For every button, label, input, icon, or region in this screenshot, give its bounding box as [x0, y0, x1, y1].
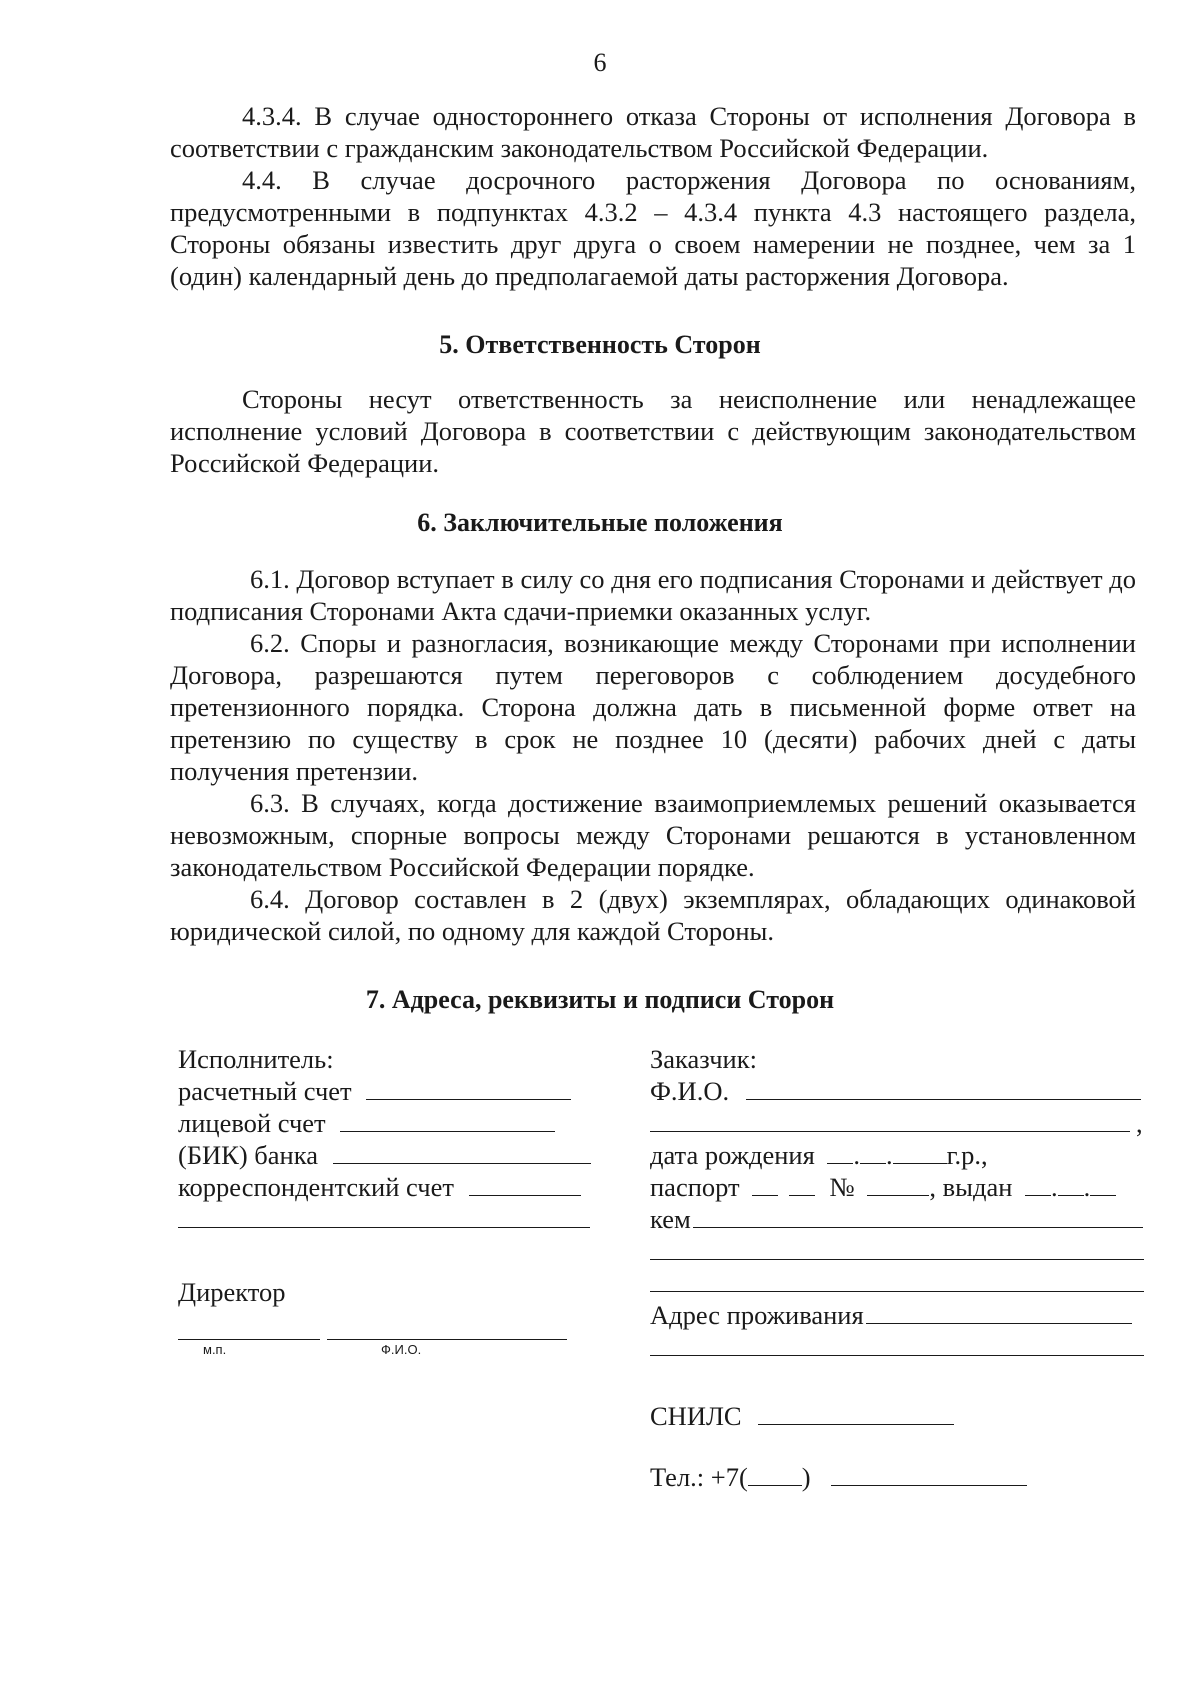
dob-year-field[interactable]	[893, 1139, 947, 1164]
clause-6-1: 6.1. Договор вступает в силу со дня его подписания Сторонами и действует до подписания Сторонами Акта сдачи-приемки оказанных услуг.	[170, 564, 1136, 626]
section-7-title: 7. Адреса, реквизиты и подписи Сторон	[365, 985, 835, 1014]
dob-month-field[interactable]	[860, 1139, 886, 1164]
address-row	[650, 1299, 1150, 1331]
dob-dot-1: .	[853, 1140, 861, 1170]
fio-row	[650, 1075, 1150, 1107]
issued-by-line-2[interactable]	[650, 1235, 1144, 1260]
stamp-signature-line[interactable]	[178, 1339, 320, 1340]
corr-account-row	[178, 1171, 598, 1203]
dob-suffix: г.р.,	[946, 1140, 988, 1170]
fio-continuation-field[interactable]	[650, 1107, 1130, 1132]
address-line-2[interactable]	[650, 1331, 1144, 1356]
fio-comma: ,	[1136, 1108, 1143, 1138]
issued-year-field[interactable]	[1090, 1171, 1116, 1196]
issued-by-line-2-row	[650, 1235, 1150, 1267]
settlement-account-field[interactable]	[366, 1075, 571, 1100]
passport-row	[650, 1171, 1150, 1203]
personal-account-row	[178, 1107, 598, 1139]
dob-dot-2: .	[886, 1140, 893, 1170]
name-label: Ф.И.О.	[381, 1342, 422, 1357]
issued-day-field[interactable]	[1025, 1171, 1051, 1196]
corr-account-label: корреспондентский счет	[178, 1172, 454, 1202]
issued-by-line-3-row	[650, 1267, 1150, 1299]
section-5-text: Стороны несут ответственность за неисполнение или ненадлежащее исполнение условий Договора в соответствии с действующим законодательством Российской Федерации.	[170, 384, 1136, 478]
executor-extra-field[interactable]	[178, 1203, 590, 1228]
dob-day-field[interactable]	[827, 1139, 853, 1164]
issued-month-field[interactable]	[1058, 1171, 1084, 1196]
address-line-2-row	[650, 1331, 1150, 1363]
phone-label: Тел.: +7(	[650, 1462, 748, 1492]
clause-4-4: 4.4. В случае досрочного расторжения Договора по основаниям, предусмотренными в подпунктах 4.3.2 – 4.3.4 пункта 4.3 настоящего раздела, Стороны обязаны известить друг друга о своем намерении не позднее, чем за 1 (один) календарный день до предполагаемой даты расторжения Договора.	[170, 165, 1136, 291]
bank-bik-label: (БИК) банка	[178, 1140, 318, 1170]
personal-account-label: лицевой счет	[178, 1108, 326, 1138]
passport-label: паспорт	[650, 1172, 740, 1202]
clause-6-3: 6.3. В случаях, когда достижение взаимоприемлемых решений оказывается невозможным, спорные вопросы между Сторонами решаются в установленном законодательством Российской Федерации порядке.	[170, 788, 1136, 882]
passport-series-1-field[interactable]	[752, 1171, 778, 1196]
issued-dot-2: .	[1083, 1172, 1091, 1202]
personal-account-field[interactable]	[340, 1107, 555, 1132]
issued-by-label: кем	[650, 1204, 691, 1234]
passport-no-label: №	[829, 1172, 855, 1202]
snils-field[interactable]	[758, 1400, 954, 1425]
clauses-4	[170, 100, 1136, 292]
snils-block	[650, 1400, 1150, 1432]
director-name-line[interactable]	[327, 1339, 567, 1340]
customer-heading: Заказчик:	[650, 1044, 757, 1074]
section-5-body	[170, 383, 1136, 479]
passport-series-2-field[interactable]	[789, 1171, 815, 1196]
clause-4-3-4: 4.3.4. В случае одностороннего отказа Стороны от исполнения Договора в соответствии с гражданским законодательством Российской Федерации.	[170, 101, 1136, 163]
section-5-title: 5. Ответственность Сторон	[439, 330, 761, 359]
phone-block	[650, 1461, 1150, 1493]
issued-by-field[interactable]	[693, 1203, 1143, 1228]
address-field[interactable]	[866, 1299, 1132, 1324]
fio-label: Ф.И.О.	[650, 1076, 730, 1106]
phone-row	[650, 1461, 1150, 1493]
corr-account-field[interactable]	[469, 1171, 581, 1196]
page-number: 6	[593, 48, 607, 77]
bank-bik-field[interactable]	[333, 1139, 591, 1164]
section-6-body	[170, 563, 1136, 947]
phone-code-field[interactable]	[748, 1461, 802, 1486]
issued-label: , выдан	[929, 1172, 1013, 1202]
address-label: Адрес проживания	[650, 1300, 864, 1330]
clause-6-4: 6.4. Договор составлен в 2 (двух) экземплярах, обладающих одинаковой юридической силой, по одному для каждой Стороны.	[170, 884, 1136, 946]
executor-extra-row	[178, 1203, 598, 1235]
snils-row	[650, 1400, 1150, 1432]
settlement-account-label: расчетный счет	[178, 1076, 352, 1106]
executor-heading: Исполнитель:	[178, 1044, 334, 1074]
customer-details	[650, 1043, 1150, 1363]
bank-bik-row	[178, 1139, 598, 1171]
snils-label: СНИЛС	[650, 1401, 742, 1431]
phone-number-field[interactable]	[831, 1461, 1027, 1486]
fio-field[interactable]	[746, 1075, 1141, 1100]
dob-label: дата рождения	[650, 1140, 815, 1170]
executor-details	[178, 1043, 598, 1235]
section-6-title: 6. Заключительные положения	[417, 508, 783, 537]
director-block	[178, 1276, 598, 1308]
stamp-label: м.п.	[203, 1342, 227, 1357]
passport-number-field[interactable]	[867, 1171, 929, 1196]
settlement-account-row	[178, 1075, 598, 1107]
issued-by-row	[650, 1203, 1150, 1235]
issued-by-line-3[interactable]	[650, 1267, 1144, 1292]
phone-close: )	[801, 1462, 811, 1492]
issued-dot-1: .	[1051, 1172, 1058, 1202]
dob-row	[650, 1139, 1150, 1171]
fio-continuation-row	[650, 1107, 1150, 1139]
director-label: Директор	[178, 1277, 286, 1307]
clause-6-2: 6.2. Споры и разногласия, возникающие между Сторонами при исполнении Договора, разрешаются путем переговоров с соблюдением досудебного претензионного порядка. Сторона должна дать в письменной форме ответ на претензию по существу в срок не позднее 10 (десяти) рабочих дней с даты получения претензии.	[170, 628, 1136, 786]
